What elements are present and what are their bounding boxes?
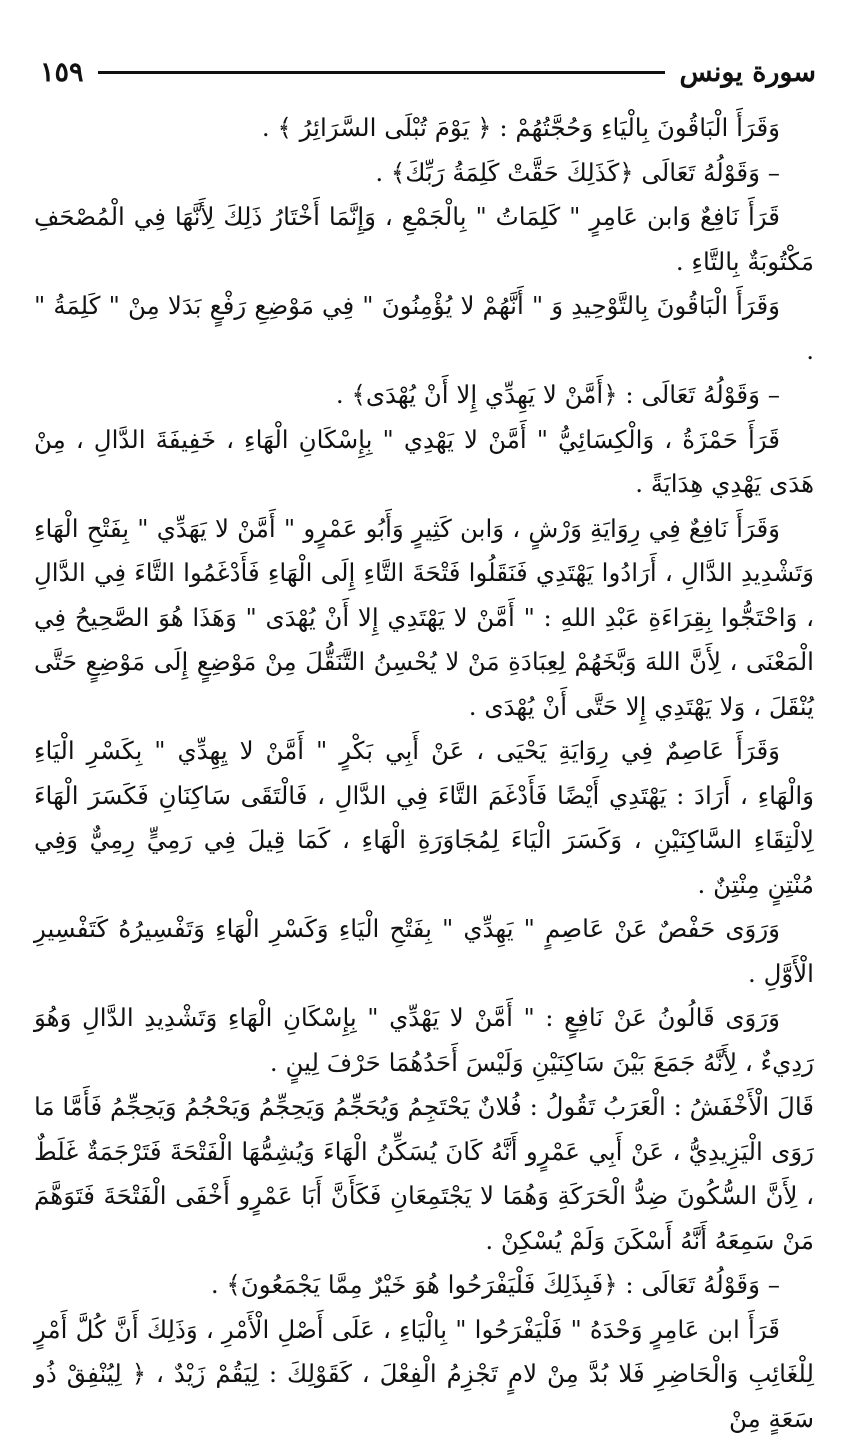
paragraph: قَالَ الْأَخْفَشُ : الْعَرَبُ تَقُولُ : فُلانٌ يَحْتَجِمُ وَيُحَجِّمُ وَيَحِجِّمُ وَيَحْجُمُ وَيَحِجِّمُ فَأَمَّا مَا رَوَى الْيَزِيدِيُّ ، عَنْ أَبِي عَمْرٍو أَنَّهُ كَانَ يُسَكِّنُ الْهَاءَ وَيُشِمُّهَا الْفَتْحَةَ فَتَرْجَمَةٌ غَلَطٌ ، لِأَنَّ السُّكُونَ ضِدُّ الْحَرَكَةِ وَهُمَا لا يَجْتَمِعَانِ فَكَأَنَّ أَبَا عَمْرٍو أَخْفَى الْفَتْحَةَ فَتَوَهَّمَ مَنْ سَمِعَهُ أَنَّهُ أَسْكَنَ وَلَمْ يُسْكِنْ . bbox=[34, 1085, 814, 1263]
paragraph: – وَقَوْلُهُ تَعَالَى : ﴿أَمَّنْ لا يَهِدِّي إِلا أَنْ يُهْدَى﴾ . bbox=[34, 373, 814, 418]
paragraph: وَقَرَأَ الْبَاقُونَ بِالْيَاءِ وَحُجَّتُهُمْ : ﴿ يَوْمَ تُبْلَى السَّرَائِرُ ﴾ . bbox=[34, 106, 814, 151]
paragraph: قَرَأَ ابن عَامِرٍ وَحْدَهُ " فَلْيَفْرَحُوا " بِالْيَاءِ ، عَلَى أَصْلِ الْأَمْرِ ، وَذَلِكَ أَنَّ كُلَّ أَمْرٍ لِلْغَائِبِ وَالْحَاضِرِ فَلا بُدَّ مِنْ لامٍ تَجْزِمُ الْفِعْلَ ، كَقَوْلِكَ : لِيَقُمْ زَيْدٌ ، ﴿ لِيُنْفِقْ ذُو سَعَةٍ مِنْ bbox=[34, 1308, 814, 1441]
paragraph: وَرَوَى قَالُونُ عَنْ نَافِعٍ : " أَمَّنْ لا يَهْدِّي " بِإِسْكَانِ الْهَاءِ وَتَشْدِيدِ الدَّالِ وَهُوَ رَدِيءٌ ، لِأَنَّهُ جَمَعَ بَيْنَ سَاكِنَيْنِ وَلَيْسَ أَحَدُهُمَا حَرْفَ لِينٍ . bbox=[34, 996, 814, 1085]
page-body bbox=[34, 106, 814, 1441]
header-rule bbox=[98, 71, 666, 74]
surah-title: سورة يونس bbox=[679, 57, 816, 88]
paragraph: وَقَرَأَ الْبَاقُونَ بِالتَّوْحِيدِ وَ " أَنَّهُمْ لا يُؤْمِنُونَ " فِي مَوْضِعِ رَفْعٍ بَدَلا مِنْ " كَلِمَةُ " . bbox=[34, 284, 814, 373]
page-number: ١٥٩ bbox=[40, 57, 84, 88]
paragraph: – وَقَوْلُهُ تَعَالَى ﴿كَذَلِكَ حَقَّتْ كَلِمَةُ رَبِّكَ﴾ . bbox=[34, 151, 814, 196]
paragraph: وَرَوَى حَفْصٌ عَنْ عَاصِمٍ " يَهِدِّي " بِفَتْحِ الْيَاءِ وَكَسْرِ الْهَاءِ وَتَفْسِيرُهُ كَتَفْسِيرِ الْأَوَّلِ . bbox=[34, 907, 814, 996]
paragraph: وَقَرَأَ عَاصِمٌ فِي رِوَايَةِ يَحْيَى ، عَنْ أَبِي بَكْرٍ " أَمَّنْ لا يِهِدِّي " بِكَسْرِ الْيَاءِ وَالْهَاءِ ، أَرَادَ : يَهْتَدِي أَيْضًا فَأَدْغَمَ التَّاءَ فِي الدَّالِ ، فَالْتَقَى سَاكِنَانِ فَكَسَرَ الْهَاءَ لِالْتِقَاءِ السَّاكِنَيْنِ ، وَكَسَرَ الْيَاءَ لِمُجَاوَرَةِ الْهَاءِ ، كَمَا قِيلَ فِي رَمِيٍّ رِمِيٌّ وَفِي مُنْتِنٍ مِنْتِنٌ . bbox=[34, 729, 814, 907]
page-header bbox=[40, 50, 816, 94]
paragraph: قَرَأَ نَافِعٌ وَابن عَامِرٍ " كَلِمَاتُ " بِالْجَمْعِ ، وَإِنَّمَا أَخْتَارُ ذَلِكَ لِأَنَّهَا فِي الْمُصْحَفِ مَكْتُوبَةٌ بِالتَّاءِ . bbox=[34, 195, 814, 284]
paragraph: وَقَرَأَ نَافِعٌ فِي رِوَايَةِ وَرْشٍ ، وَابن كَثِيرٍ وَأَبُو عَمْرٍو " أَمَّنْ لا يَهَدِّي " بِفَتْحِ الْهَاءِ وَتَشْدِيدِ الدَّالِ ، أَرَادُوا يَهْتَدِي فَنَقَلُوا فَتْحَةَ التَّاءِ إِلَى الْهَاءِ فَأَدْغَمُوا التَّاءَ فِي الدَّالِ ، وَاحْتَجُّوا بِقِرَاءَةِ عَبْدِ اللهِ : " أَمَّنْ لا يَهْتَدِي إِلا أَنْ يُهْدَى " وَهَذَا هُوَ الصَّحِيحُ فِي الْمَعْنَى ، لِأَنَّ اللهَ وَبَّخَهُمْ لِعِبَادَةِ مَنْ لا يُحْسِنُ التَّنَقُّلَ مِنْ مَوْضِعٍ إِلَى مَوْضِعٍ حَتَّى يُنْقَلَ ، وَلا يَهْتَدِي إِلا حَتَّى أَنْ يُهْدَى . bbox=[34, 507, 814, 730]
paragraph: قَرَأَ حَمْزَةُ ، وَالْكِسَائِيُّ " أَمَّنْ لا يَهْدِي " بِإِسْكَانِ الْهَاءِ ، خَفِيفَةَ الدَّالِ ، مِنْ هَدَى يَهْدِي هِدَايَةً . bbox=[34, 418, 814, 507]
paragraph: – وَقَوْلُهُ تَعَالَى : ﴿فَبِذَلِكَ فَلْيَفْرَحُوا هُوَ خَيْرٌ مِمَّا يَجْمَعُونَ﴾ . bbox=[34, 1263, 814, 1308]
